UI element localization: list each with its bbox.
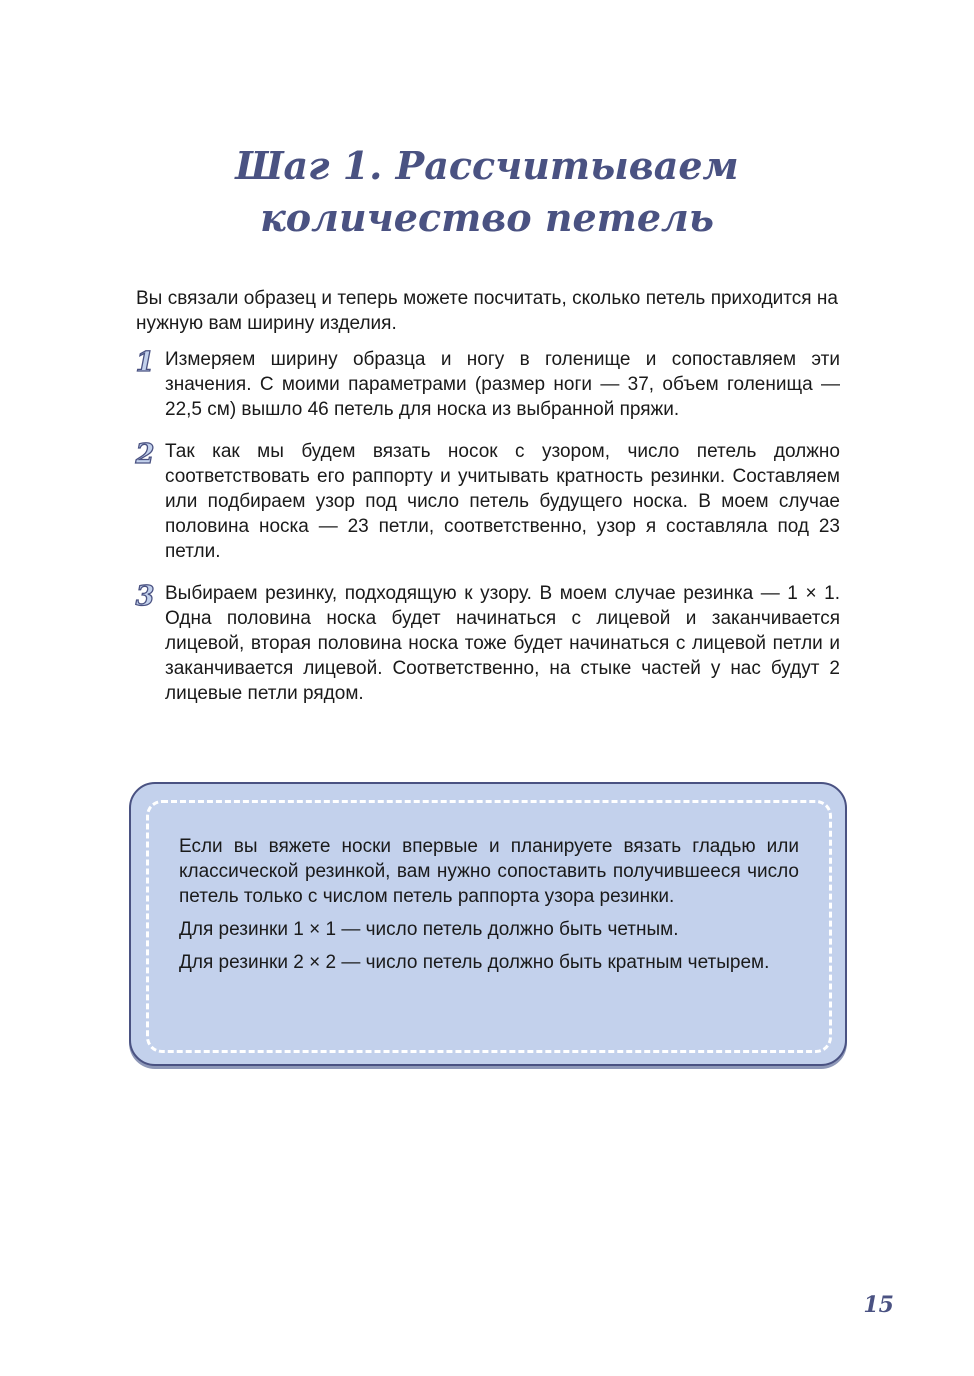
page-number: 15 — [863, 1292, 894, 1318]
step-item-1 — [134, 347, 840, 422]
steps-list — [134, 347, 840, 723]
page-title: Шаг 1. Рассчитываем количество петель — [235, 143, 739, 240]
intro-paragraph: Вы связали образец и теперь можете посчитать, сколько петель приходится на нужную вам ширину изделия. — [136, 288, 838, 334]
step-number-badge: 1 — [135, 347, 155, 378]
step-number-badge: 2 — [135, 439, 155, 470]
step-number-badge: 3 — [135, 581, 155, 612]
tip-paragraph: Для резинки 2 × 2 — число петель должно быть кратным четырем. — [179, 952, 770, 973]
tip-box-content — [179, 834, 799, 983]
step-item-3 — [134, 581, 840, 706]
step-text: Так как мы будем вязать носок с узором, число петель должно соответствовать его раппорту и учитывать кратность резинки. Составляем или подбираем узор под число петель будущего носка. В моем случае половина носка — 23 петли, соответственно, узор я составляла под 23 петли. — [165, 441, 840, 562]
step-text: Выбираем резинку, подходящую к узору. В моем случае резинка — 1 × 1. Одна половина носка будет начинаться с лицевой и заканчивается лицевой, вторая половина носка тоже будет начинаться с лицевой петли и заканчивается лицевой. Соответственно, на стыке частей у нас будут 2 лицевые петли рядом. — [165, 583, 840, 704]
tip-box — [129, 782, 847, 1066]
step-item-2 — [134, 439, 840, 564]
step-text: Измеряем ширину образца и ногу в голенище и сопоставляем эти значения. С моими параметрами (размер ноги — 37, объем голенища — 22,5 см) вышло 46 петель для носка из выбранной пряжи. — [165, 349, 840, 420]
tip-paragraph: Для резинки 1 × 1 — число петель должно быть четным. — [179, 919, 679, 940]
tip-paragraph: Если вы вяжете носки впервые и планируете вязать гладью или классической резинкой, вам нужно сопоставить получившееся число петель только с числом петель раппорта узора резинки. — [179, 836, 799, 907]
